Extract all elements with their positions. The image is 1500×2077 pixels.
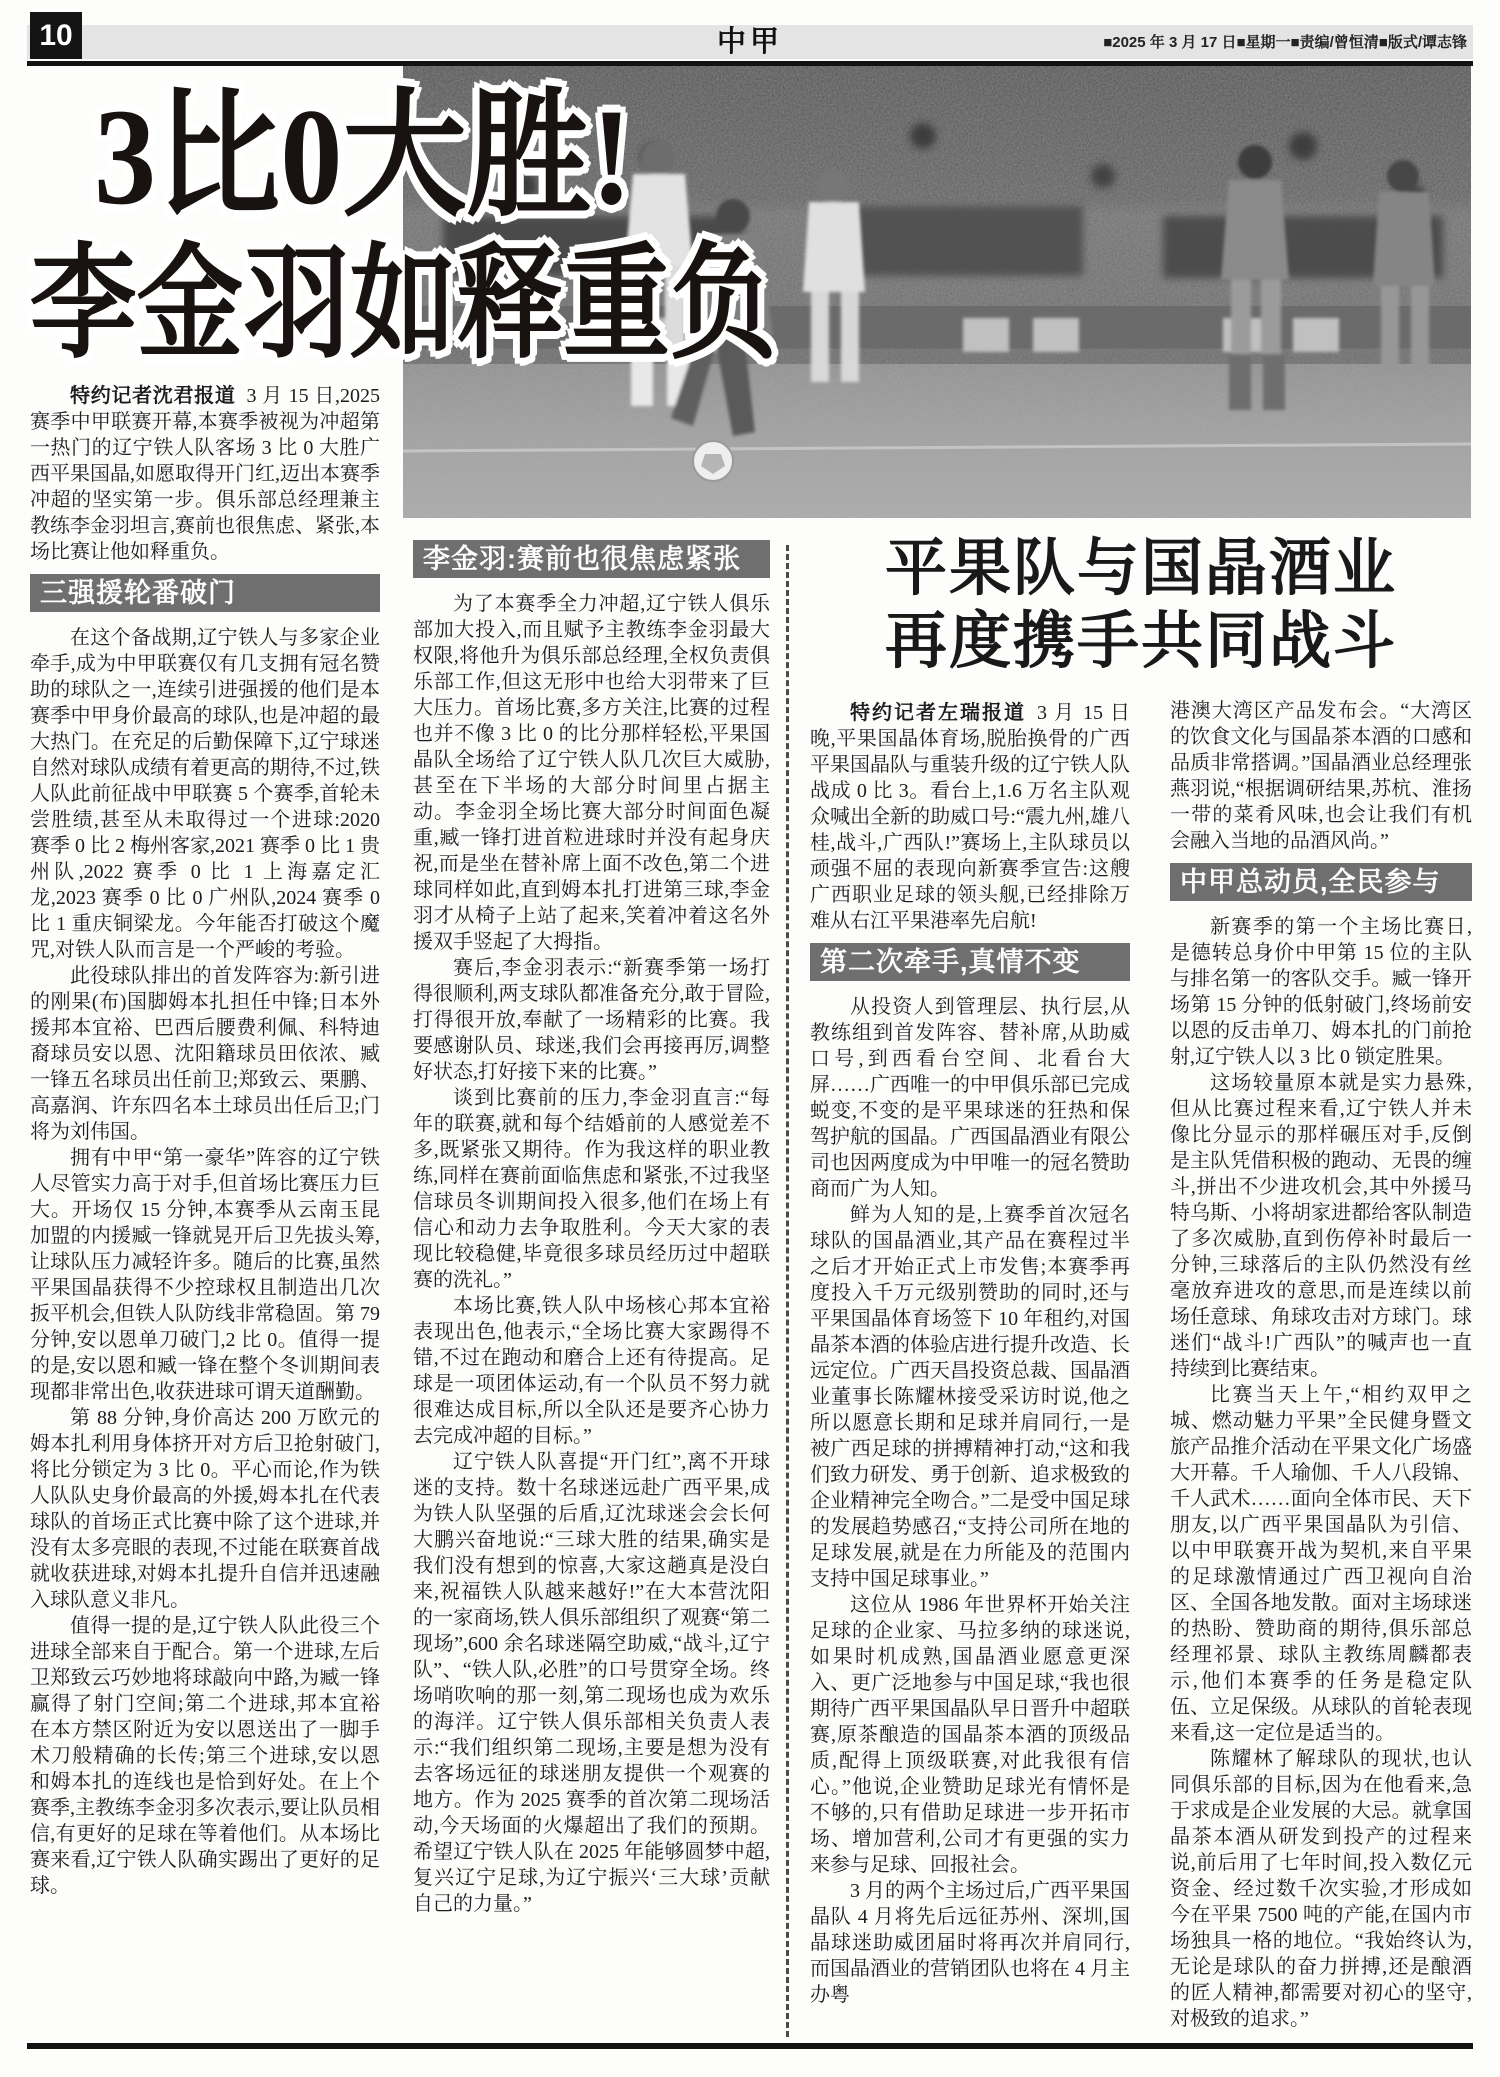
column-2 [413, 540, 770, 1992]
dateline: ■2025 年 3 月 17 日■星期一■责编/曾恒清■版式/谭志锋 [1103, 34, 1467, 51]
paragraph: 谈到比赛前的压力,李金羽直言:“每年的联赛,就和每个结婚前的人感觉差不多,既紧张又期待。作为我这样的职业教练,同样在赛前面临焦虑和紧张,不过我坚信球员冬训期间投入很多,他们在场上有信心和动力去争取胜利。今天大家的表现比较稳健,毕竟很多球员经历过中超联赛的洗礼。” [413, 1087, 770, 1291]
column-3 [810, 700, 1130, 2040]
page-number: 10 [39, 18, 73, 52]
paragraph: 辽宁铁人队喜提“开门红”,离不开球迷的支持。数十名球迷远赴广西平果,成为铁人队坚强的后盾,辽沈球迷会会长何大鹏兴奋地说:“三球大胜的结果,确实是我们没有想到的惊喜,大家这趟真是没白来,祝福铁人队越来越好!”在大本营沈阳的一家商场,铁人俱乐部组织了观赛“第二现场”,600 余名球迷隔空助威,“战斗,辽宁队”、“铁人队,必胜”的口号贯穿全场。终场哨吹响的那一刻,第二现场也成为欢乐的海洋。辽宁铁人俱乐部相关负责人表示:“我们组织第二现场,主要是想为没有去客场远征的球迷朋友提供一个观赛的地方。作为 2025 赛季的首次第二现场活动,今天场面的火爆超出了我们的预期。希望辽宁铁人队在 2025 年能够圆梦中超,复兴辽宁足球,为辽宁振兴‘三大球’贡献自己的力量。” [413, 1451, 770, 1915]
footer-rule [27, 2043, 1473, 2049]
paragraph: 比赛当天上午,“相约双甲之城、燃动魅力平果”全民健身暨文旅产品推介活动在平果文化广场盛大开幕。千人瑜伽、千人八段锦、千人武术……面向全体市民、天下朋友,以广西平果国晶队为引信、以中甲联赛开战为契机,来自平果的足球激情通过广西卫视向自治区、全国各地发散。面对主场球迷的热盼、赞助商的期待,俱乐部总经理祁景、球队主教练周麟都表示,他们本赛季的任务是稳定队伍、立足保级。从球队的首轮表现来看,这一定位是适当的。 [1170, 1384, 1472, 1744]
paragraph: 此役球队排出的首发阵容为:新引进的刚果(布)国脚姆本扎担任中锋;日本外援邦本宜裕、巴西后腰费利佩、科特迪裔球员安以恩、沈阳籍球员田依浓、臧一锋五名球员出任前卫;郑致云、栗鹏、高嘉润、许东四名本土球员出任后卫;门将为刘伟国。 [30, 965, 380, 1143]
paragraph: 从投资人到管理层、执行层,从教练组到首发阵容、替补席,从助威口号,到西看台空间、北看台大屏……广西唯一的中甲俱乐部已完成蜕变,不变的是平果球迷的狂热和保驾护航的国晶。广西国晶酒业有限公司也因两度成为中甲唯一的冠名赞助商而广为人知。 [810, 996, 1130, 1200]
page-number-box [30, 12, 82, 59]
lead-text: 3 月 15 日晚,平果国晶体育场,脱胎换骨的广西平果国晶队与重装升级的辽宁铁人队战成 0 比 3。看台上,1.6 万名主队观众喊出全新的助威口号:“震九州,雄八桂,战斗,广西队!”赛场上,主队球员以顽强不屈的表现向新赛季宣告:这艘广西职业足球的领头舰,已经排除万难从右江平果港率先启航! [810, 702, 1130, 932]
paragraph: 鲜为人知的是,上赛季首次冠名球队的国晶酒业,其产品在赛程过半之后才开始正式上市发售;本赛季再度投入千万元级别赞助的同时,还与平果国晶体育场签下 10 年租约,对国晶茶本酒的体验店进行提升改造、长远定位。广西天昌投资总裁、国晶酒业董事长陈耀林接受采访时说,他之所以愿意长期和足球并肩同行,一是被广西足球的拼搏精神打动,“这和我们致力研发、勇于创新、追求极致的企业精神完全吻合。”二是受中国足球的发展趋势感召,“支持公司所在地的足球发展,就是在力所能及的范围内支持中国足球事业。” [810, 1204, 1130, 1590]
page-header-bar [27, 25, 1473, 59]
lead-text: 3 月 15 日,2025 赛季中甲联赛开幕,本赛季被视为冲超第一热门的辽宁铁人队客场 3 比 0 大胜广西平果国晶,如愿取得开门红,迈出本赛季冲超的坚实第一步。俱乐部总经理兼主教练李金羽坦言,赛前也很焦虑、紧张,本场比赛让他如释重负。 [30, 385, 380, 563]
sponsor-headline-line-2: 再度携手共同战斗 [884, 607, 1397, 676]
main-headline [30, 78, 898, 374]
paragraph: 拥有中甲“第一豪华”阵容的辽宁铁人尽管实力高于对手,但首场比赛压力巨大。开场仅 15 分钟,本赛季从云南玉昆加盟的内援臧一锋就晃开后卫先拔头筹,让球队压力减轻许多。随后的比赛,虽然平果国晶获得不少控球权且制造出几次扳平机会,但铁人队防线非常稳固。第 79 分钟,安以恩单刀破门,2 比 0。值得一提的是,安以恩和臧一锋在整个冬训期间表现都非常出色,收获进球可谓天道酬勤。 [30, 1147, 380, 1403]
byline: 特约记者左瑞报道 [850, 702, 1026, 724]
byline: 特约记者沈君报道 [70, 385, 236, 407]
column-1 [30, 383, 380, 2038]
column-4 [1170, 698, 1472, 2040]
paragraph: 这场较量原本就是实力悬殊,但从比赛过程来看,辽宁铁人并未像比分显示的那样碾压对手,反倒是主队凭借积极的跑动、无畏的缠斗,拼出不少进攻机会,其中外援马特乌斯、小将胡家进都给客队制造了多次威胁,直到伤停补时最后一分钟,三球落后的主队仍然没有丝毫放弃进攻的意思,而是连续以前场任意球、角球攻击对方球门。球迷们“战斗!广西队”的喊声也一直持续到比赛结束。 [1170, 1072, 1472, 1380]
paragraph: 赛后,李金羽表示:“新赛季第一场打得很顺利,两支球队都准备充分,敢于冒险,打得很开放,奉献了一场精彩的比赛。我要感谢队员、球迷,我们会再接再厉,调整好状态,打好接下来的比赛。” [413, 957, 770, 1083]
headline-line-2: 李金羽如释重负 [30, 236, 777, 373]
lead-paragraph [30, 383, 380, 565]
lead-paragraph [810, 700, 1130, 934]
paragraph: 值得一提的是,辽宁铁人队此役三个进球全部来自于配合。第一个进球,左后卫郑致云巧妙地将球敲向中路,为臧一锋赢得了射门空间;第二个进球,邦本宜裕在本方禁区附近为安以恩送出了一脚手术刀般精确的长传;第三个进球,安以恩和姆本扎的连线也是恰到好处。在上个赛季,主教练李金羽多次表示,要让队员相信,有更好的足球在等着他们。从本场比赛来看,辽宁铁人队确实踢出了更好的足球。 [30, 1615, 380, 1897]
section-header-goals: 三强援轮番破门 [30, 574, 380, 612]
paragraph: 3 月的两个主场过后,广西平果国晶队 4 月将先后远征苏州、深圳,国晶球迷助威团届时将再次并肩同行,而国晶酒业的营销团队也将在 4 月主办粤 [810, 1880, 1130, 2006]
paragraph: 本场比赛,铁人队中场核心邦本宜裕表现出色,他表示,“全场比赛大家踢得不错,不过在跑动和磨合上还有待提高。足球是一项团体运动,有一个队员不努力就很难达成目标,所以全队还是要齐心协力去完成冲超的目标。” [413, 1295, 770, 1447]
article-divider [786, 545, 789, 2037]
paragraph: 在这个备战期,辽宁铁人与多家企业牵手,成为中甲联赛仅有几支拥有冠名赞助的球队之一,连续引进强援的他们是本赛季中甲身价最高的球队,也是冲超的最大热门。在充足的后勤保障下,辽宁球迷自然对球队成绩有着更高的期待,不过,铁人队此前征战中甲联赛 5 个赛季,首轮未尝胜绩,甚至从未取得过一个进球:2020 赛季 0 比 2 梅州客家,2021 赛季 0 比 1 贵州队,2022 赛季 0 比 1 上海嘉定汇龙,2023 赛季 0 比 0 广州队,2024 赛季 0 比 1 重庆铜梁龙。今年能否打破这个魔咒,对铁人队而言是一个严峻的考验。 [30, 627, 380, 961]
section-header-mobilization: 中甲总动员,全民参与 [1170, 863, 1472, 901]
sponsor-headline [810, 532, 1472, 678]
paragraph: 陈耀林了解球队的现状,也认同俱乐部的目标,因为在他看来,急于求成是企业发展的大忌。就拿国晶茶本酒从研发到投产的过程来说,前后用了七年时间,投入数亿元资金、经过数千次实验,才形成如今在平果 7500 吨的产能,在国内市场独具一格的地位。“我始终认为,无论是球队的奋力拼搏,还是酿酒的匠人精神,都需要对初心的坚守,对极致的追求。” [1170, 1748, 1472, 2030]
paragraph-continued: 港澳大湾区产品发布会。“大湾区的饮食文化与国晶茶本酒的口感和品质非常搭调。”国晶酒业总经理张燕羽说,“根据调研结果,苏杭、淮扬一带的菜肴风味,也会让我们有机会融入当地的品酒风尚。” [1170, 700, 1472, 852]
paragraph: 这位从 1986 年世界杯开始关注足球的企业家、马拉多纳的球迷说,如果时机成熟,国晶酒业愿意更深入、更广泛地参与中国足球,“我也很期待广西平果国晶队早日晋升中超联赛,原茶酿造的国晶茶本酒的顶级品质,配得上顶级联赛,对此我很有信心。”他说,企业赞助足球光有情怀是不够的,只有借助足球进一步开拓市场、增加营利,公司才有更强的实力来参与足球、回报社会。 [810, 1594, 1130, 1876]
section-header-coach: 李金羽:赛前也很焦虑紧张 [413, 540, 770, 578]
headline-line-1: 3比0大胜! [94, 80, 633, 233]
sponsor-headline-line-1: 平果队与国晶酒业 [884, 534, 1397, 603]
paragraph: 第 88 分钟,身价高达 200 万欧元的姆本扎利用身体挤开对方后卫抢射破门,将比分锁定为 3 比 0。平心而论,作为铁人队队史身价最高的外援,姆本扎在代表球队的首场正式比赛中除了这个进球,并没有太多亮眼的表现,不过能在联赛首战就收获进球,对姆本扎提升自信并迅速融入球队意义非凡。 [30, 1407, 380, 1611]
page-title: 中甲 [716, 26, 783, 58]
section-header-partnership: 第二次牵手,真情不变 [810, 943, 1130, 981]
paragraph: 新赛季的第一个主场比赛日,是德转总身价中甲第 15 位的主队与排名第一的客队交手。臧一锋开场第 15 分钟的低射破门,终场前安以恩的反击单刀、姆本扎的门前抢射,辽宁铁人以 3 比 0 锁定胜果。 [1170, 916, 1472, 1068]
paragraph: 为了本赛季全力冲超,辽宁铁人俱乐部加大投入,而且赋予主教练李金羽最大权限,将他升为俱乐部总经理,全权负责俱乐部工作,但这无形中也给大羽带来了巨大压力。首场比赛,多方关注,比赛的过程也并不像 3 比 0 的比分那样轻松,平果国晶队全场给了辽宁铁人队几次巨大威胁,甚至在下半场的大部分时间里占据主动。李金羽全场比赛大部分时间面色凝重,臧一锋打进首粒进球时并没有起身庆祝,而是坐在替补席上面不改色,第二个进球同样如此,直到姆本扎打进第三球,李金羽才从椅子上站了起来,笑着冲着这名外援双手竖起了大拇指。 [413, 593, 770, 953]
